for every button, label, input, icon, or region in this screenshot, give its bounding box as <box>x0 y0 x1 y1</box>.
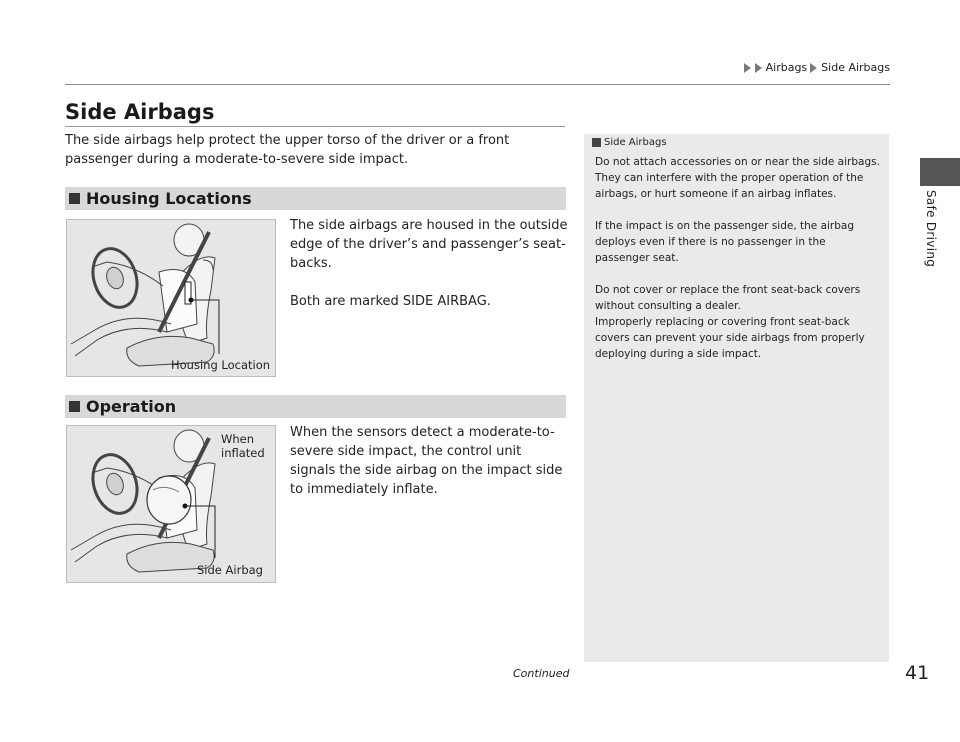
breadcrumb-arrow-icon <box>810 63 817 73</box>
section-header-operation <box>65 395 566 418</box>
header-divider <box>65 84 890 85</box>
note-paragraph: Do not attach accessories on or near the side airbags. They can interfere with the proper operation of the airbags, or hurt someone if an airbag inflates. <box>595 156 880 200</box>
operation-illustration <box>66 425 276 583</box>
housing-locations-paragraph: Both are marked SIDE AIRBAG. <box>290 294 491 309</box>
breadcrumb-arrow-icon <box>744 63 751 73</box>
operation-paragraph: When the sensors detect a moderate-to-severe side impact, the control unit signals the side airbag on the impact side to immediately inflate. <box>290 425 563 497</box>
housing-location-illustration <box>66 219 276 377</box>
seat-airbag-housing-icon <box>67 220 275 376</box>
breadcrumb <box>744 61 890 74</box>
note-panel <box>584 134 889 662</box>
breadcrumb-arrow-icon <box>755 63 762 73</box>
note-body <box>595 154 880 362</box>
when-inflated-label: When inflated <box>221 432 265 460</box>
breadcrumb-item-airbags[interactable]: Airbags <box>765 61 808 74</box>
note-marker-icon <box>592 138 601 147</box>
page-title: Side Airbags <box>65 100 215 124</box>
chapter-tab-label: Safe Driving <box>924 190 938 268</box>
note-title <box>592 137 667 148</box>
note-paragraph: Do not cover or replace the front seat-back covers without consulting a dealer. <box>595 284 861 312</box>
operation-text <box>290 423 570 499</box>
chapter-tab-marker <box>920 158 960 186</box>
page-number: 41 <box>905 662 930 684</box>
section-heading: Housing Locations <box>86 189 252 208</box>
section-marker-icon <box>69 401 80 412</box>
intro-text: The side airbags help protect the upper torso of the driver or a front passenger during a moderate-to-severe side impact. <box>65 133 510 167</box>
housing-location-label: Housing Location <box>171 358 271 372</box>
note-paragraph: If the impact is on the passenger side, the airbag deploys even if there is no passenger in the passenger seat. <box>595 220 855 264</box>
side-airbag-label: Side Airbag <box>197 563 263 577</box>
breadcrumb-item-side-airbags[interactable]: Side Airbags <box>821 61 890 74</box>
title-divider <box>65 126 565 127</box>
section-marker-icon <box>69 193 80 204</box>
continued-label: Continued <box>513 667 570 680</box>
housing-locations-paragraph: The side airbags are housed in the outside edge of the driver’s and passenger’s seat-backs. <box>290 218 568 271</box>
housing-locations-text <box>290 216 570 311</box>
note-paragraph: Improperly replacing or covering front seat-back covers can prevent your side airbags from properly deploying during a side impact. <box>595 316 865 360</box>
section-heading: Operation <box>86 397 177 416</box>
section-header-housing-locations <box>65 187 566 210</box>
note-title-text: Side Airbags <box>604 137 667 148</box>
